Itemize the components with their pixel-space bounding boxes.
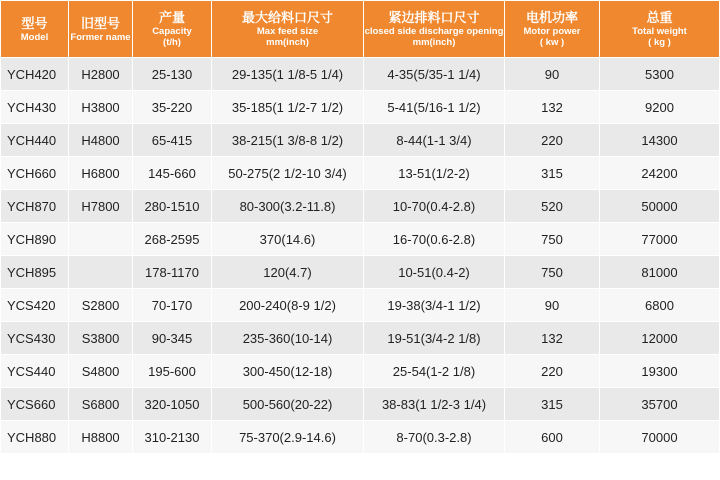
cell-former-name: H6800 xyxy=(69,157,133,190)
table-row xyxy=(1,157,720,190)
cell-max-feed-size: 80-300(3.2-11.8) xyxy=(212,190,364,223)
cell-model: YCS420 xyxy=(1,289,69,322)
cell-capacity: 310-2130 xyxy=(133,421,212,454)
table-body xyxy=(1,58,720,454)
cell-motor-power: 315 xyxy=(505,388,600,421)
cell-max-feed-size: 75-370(2.9-14.6) xyxy=(212,421,364,454)
table-row xyxy=(1,256,720,289)
cell-motor-power: 132 xyxy=(505,322,600,355)
cell-motor-power: 132 xyxy=(505,91,600,124)
cell-former-name xyxy=(69,223,133,256)
table-row xyxy=(1,289,720,322)
cell-former-name: H8800 xyxy=(69,421,133,454)
cell-model: YCH870 xyxy=(1,190,69,223)
cell-max-feed-size: 500-560(20-22) xyxy=(212,388,364,421)
column-header-unit: mm(inch) xyxy=(266,37,309,48)
cell-motor-power: 750 xyxy=(505,223,600,256)
column-header-capacity xyxy=(133,1,212,58)
cell-capacity: 90-345 xyxy=(133,322,212,355)
cell-discharge-opening: 8-44(1-1 3/4) xyxy=(364,124,505,157)
table-row xyxy=(1,58,720,91)
cell-total-weight: 12000 xyxy=(600,322,720,355)
cell-discharge-opening: 25-54(1-2 1/8) xyxy=(364,355,505,388)
table-row xyxy=(1,223,720,256)
cell-motor-power: 90 xyxy=(505,289,600,322)
column-header-cn: 电机功率 xyxy=(525,10,578,25)
cell-model: YCH420 xyxy=(1,58,69,91)
column-header-cn: 最大给料口尺寸 xyxy=(241,10,333,25)
column-header-cn: 总重 xyxy=(646,10,673,25)
cell-motor-power: 600 xyxy=(505,421,600,454)
table-row xyxy=(1,355,720,388)
table-row xyxy=(1,322,720,355)
column-header-unit: mm(inch) xyxy=(412,37,456,48)
cell-max-feed-size: 29-135(1 1/8-5 1/4) xyxy=(212,58,364,91)
column-header-en: Max feed size xyxy=(256,26,319,37)
cell-discharge-opening: 10-70(0.4-2.8) xyxy=(364,190,505,223)
cell-max-feed-size: 35-185(1 1/2-7 1/2) xyxy=(212,91,364,124)
cell-model: YCH880 xyxy=(1,421,69,454)
cell-motor-power: 315 xyxy=(505,157,600,190)
cell-model: YCS440 xyxy=(1,355,69,388)
column-header-cn: 旧型号 xyxy=(80,15,120,31)
cell-total-weight: 14300 xyxy=(600,124,720,157)
cell-former-name: H7800 xyxy=(69,190,133,223)
column-header-motor-power xyxy=(505,1,600,58)
cell-capacity: 320-1050 xyxy=(133,388,212,421)
column-header-unit: ( kw ) xyxy=(539,37,565,48)
cell-capacity: 65-415 xyxy=(133,124,212,157)
cell-model: YCH895 xyxy=(1,256,69,289)
cell-former-name: S2800 xyxy=(69,289,133,322)
cell-discharge-opening: 10-51(0.4-2) xyxy=(364,256,505,289)
cell-max-feed-size: 235-360(10-14) xyxy=(212,322,364,355)
cell-model: YCH440 xyxy=(1,124,69,157)
cell-discharge-opening: 38-83(1 1/2-3 1/4) xyxy=(364,388,505,421)
cell-motor-power: 520 xyxy=(505,190,600,223)
cell-model: YCS660 xyxy=(1,388,69,421)
cell-former-name: H3800 xyxy=(69,91,133,124)
column-header-cn: 产量 xyxy=(158,10,185,25)
column-header-en: Total weight xyxy=(632,26,687,37)
cell-total-weight: 35700 xyxy=(600,388,720,421)
cell-former-name: S6800 xyxy=(69,388,133,421)
cell-motor-power: 90 xyxy=(505,58,600,91)
table-row xyxy=(1,91,720,124)
cell-total-weight: 6800 xyxy=(600,289,720,322)
header-row xyxy=(1,1,720,58)
cell-discharge-opening: 5-41(5/16-1 1/2) xyxy=(364,91,505,124)
cell-total-weight: 24200 xyxy=(600,157,720,190)
cell-former-name xyxy=(69,256,133,289)
cell-discharge-opening: 16-70(0.6-2.8) xyxy=(364,223,505,256)
cell-max-feed-size: 120(4.7) xyxy=(212,256,364,289)
cell-former-name: H4800 xyxy=(69,124,133,157)
cell-max-feed-size: 38-215(1 3/8-8 1/2) xyxy=(212,124,364,157)
table-row xyxy=(1,190,720,223)
cell-discharge-opening: 19-51(3/4-2 1/8) xyxy=(364,322,505,355)
column-header-discharge-opening xyxy=(364,1,505,58)
table-row xyxy=(1,421,720,454)
cell-capacity: 268-2595 xyxy=(133,223,212,256)
column-header-max-feed-size xyxy=(212,1,364,58)
cell-capacity: 280-1510 xyxy=(133,190,212,223)
cell-discharge-opening: 4-35(5/35-1 1/4) xyxy=(364,58,505,91)
column-header-en: closed side discharge opening xyxy=(364,26,504,37)
column-header-unit: (t/h) xyxy=(163,37,181,48)
column-header-en: Former name xyxy=(70,31,131,43)
cell-total-weight: 70000 xyxy=(600,421,720,454)
cell-discharge-opening: 8-70(0.3-2.8) xyxy=(364,421,505,454)
column-header-en: Capacity xyxy=(152,26,192,37)
cell-former-name: S3800 xyxy=(69,322,133,355)
cell-model: YCH430 xyxy=(1,91,69,124)
cell-capacity: 25-130 xyxy=(133,58,212,91)
column-header-cn: 紧边排料口尺寸 xyxy=(388,10,480,25)
cell-capacity: 145-660 xyxy=(133,157,212,190)
cell-capacity: 70-170 xyxy=(133,289,212,322)
cell-capacity: 195-600 xyxy=(133,355,212,388)
column-header-cn: 型号 xyxy=(21,15,48,31)
column-header-en: Motor power xyxy=(523,26,581,37)
cell-model: YCS430 xyxy=(1,322,69,355)
cell-model: YCH890 xyxy=(1,223,69,256)
column-header-en: Model xyxy=(20,31,49,43)
cell-total-weight: 81000 xyxy=(600,256,720,289)
cell-former-name: S4800 xyxy=(69,355,133,388)
cell-capacity: 178-1170 xyxy=(133,256,212,289)
cell-discharge-opening: 13-51(1/2-2) xyxy=(364,157,505,190)
column-header-unit: ( kg ) xyxy=(648,37,671,48)
cell-total-weight: 9200 xyxy=(600,91,720,124)
cell-total-weight: 77000 xyxy=(600,223,720,256)
cell-total-weight: 50000 xyxy=(600,190,720,223)
cell-model: YCH660 xyxy=(1,157,69,190)
cell-motor-power: 220 xyxy=(505,124,600,157)
cell-max-feed-size: 50-275(2 1/2-10 3/4) xyxy=(212,157,364,190)
cell-capacity: 35-220 xyxy=(133,91,212,124)
column-header-total-weight xyxy=(600,1,720,58)
cell-max-feed-size: 200-240(8-9 1/2) xyxy=(212,289,364,322)
column-header-former-name xyxy=(69,1,133,58)
cell-max-feed-size: 370(14.6) xyxy=(212,223,364,256)
cell-motor-power: 750 xyxy=(505,256,600,289)
cell-motor-power: 220 xyxy=(505,355,600,388)
cell-max-feed-size: 300-450(12-18) xyxy=(212,355,364,388)
cell-total-weight: 19300 xyxy=(600,355,720,388)
column-header-model xyxy=(1,1,69,58)
cell-total-weight: 5300 xyxy=(600,58,720,91)
table-row xyxy=(1,388,720,421)
cell-discharge-opening: 19-38(3/4-1 1/2) xyxy=(364,289,505,322)
cell-former-name: H2800 xyxy=(69,58,133,91)
table-row xyxy=(1,124,720,157)
